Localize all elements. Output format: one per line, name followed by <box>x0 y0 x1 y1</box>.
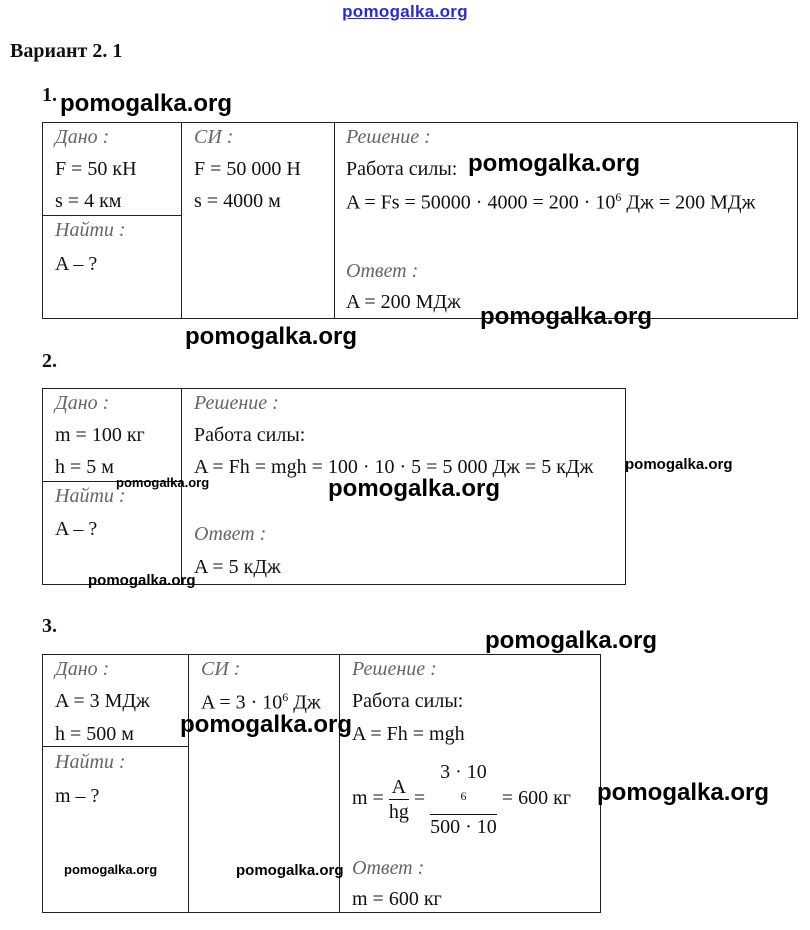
watermark: pomogalka.org <box>185 323 358 350</box>
watermark: pomogalka.org <box>625 456 733 473</box>
p3-eq: = <box>413 786 426 809</box>
watermark: pomogalka.org <box>485 627 658 654</box>
p3-m-eq: m = <box>352 786 384 809</box>
p1-formula-left: A = Fs = 50000 · 4000 = 200 · 10 <box>346 191 616 214</box>
p3-frac2-num <box>430 760 497 815</box>
p1-given-force: F = 50 кН <box>55 158 137 180</box>
p3-si-left: A = 3 · 10 <box>201 691 283 714</box>
p1-formula-exp: 6 <box>615 190 622 204</box>
p2-answer-label: Ответ : <box>194 523 267 545</box>
watermark: pomogalka.org <box>597 779 770 806</box>
p3-frac2-num-left: 3 · 10 <box>440 761 487 783</box>
p3-fraction-2 <box>430 760 497 839</box>
p3-si-exp: 6 <box>282 690 289 704</box>
p3-answer: m = 600 кг <box>352 888 442 910</box>
p3-solution-intro: Работа силы: <box>352 690 464 712</box>
p1-formula-right: Дж = 200 МДж <box>621 191 756 214</box>
p3-formula: A = Fh = mgh <box>352 723 465 745</box>
p3-find-value: m – ? <box>55 785 100 807</box>
p2-given-mass: m = 100 кг <box>55 424 145 446</box>
watermark: pomogalka.org <box>180 711 353 738</box>
p1-answer: A = 200 МДж <box>346 291 461 313</box>
p1-solution-label: Решение : <box>346 126 431 148</box>
p3-frac2-num-exp: 6 <box>460 789 467 803</box>
p2-solution-label: Решение : <box>194 392 279 414</box>
p3-given-label: Дано : <box>55 658 110 680</box>
watermark: pomogalka.org <box>468 150 641 177</box>
p3-fraction-1 <box>389 775 409 824</box>
p1-si-distance: s = 4000 м <box>194 190 281 212</box>
p3-frac1-num: A <box>389 775 409 800</box>
p1-find-label: Найти : <box>55 219 126 241</box>
p1-given-distance: s = 4 км <box>55 190 122 212</box>
p2-find-label: Найти : <box>55 485 126 507</box>
watermark: pomogalka.org <box>116 475 210 490</box>
p3-find-label: Найти : <box>55 751 126 773</box>
p2-answer: A = 5 кДж <box>194 556 281 578</box>
p2-find-value: A – ? <box>55 518 98 540</box>
p1-formula <box>346 190 755 215</box>
watermark: pomogalka.org <box>60 90 233 117</box>
watermark: pomogalka.org <box>236 862 344 879</box>
p3-given-height: h = 500 м <box>55 723 134 745</box>
p2-solution-intro: Работа силы: <box>194 424 306 446</box>
problem-1-number: 1. <box>42 84 57 106</box>
p3-si-right: Дж <box>288 691 321 714</box>
p3-frac2-den: 500 · 10 <box>430 815 497 838</box>
watermark: pomogalka.org <box>64 862 158 877</box>
p3-given-work: A = 3 МДж <box>55 690 150 712</box>
p1-si-force: F = 50 000 Н <box>194 158 301 180</box>
p1-solution-intro: Работа силы: <box>346 158 458 180</box>
site-header-link[interactable]: pomogalka.org <box>342 2 468 21</box>
p3-solution-label: Решение : <box>352 658 437 680</box>
p2-given-height: h = 5 м <box>55 456 114 478</box>
problem-3-number: 3. <box>42 615 57 637</box>
variant-title: Вариант 2. 1 <box>10 40 123 62</box>
p3-frac1-den: hg <box>388 800 409 823</box>
p1-find-value: A – ? <box>55 253 98 275</box>
p2-formula: A = Fh = mgh = 100 · 10 · 5 = 5 000 Дж = 5 кДж <box>194 456 594 478</box>
problem-2-number: 2. <box>42 350 57 372</box>
p1-given-label: Дано : <box>55 126 110 148</box>
watermark: pomogalka.org <box>480 303 653 330</box>
p3-result: = 600 кг <box>501 786 571 809</box>
p3-mass-formula <box>352 760 571 839</box>
watermark: pomogalka.org <box>328 475 501 502</box>
p2-given-label: Дано : <box>55 392 110 414</box>
p3-answer-label: Ответ : <box>352 857 425 879</box>
p1-si-label: СИ : <box>194 126 234 148</box>
watermark: pomogalka.org <box>88 572 196 589</box>
p1-si-cell <box>181 122 335 319</box>
p1-answer-label: Ответ : <box>346 260 419 282</box>
p3-si-label: СИ : <box>201 658 241 680</box>
